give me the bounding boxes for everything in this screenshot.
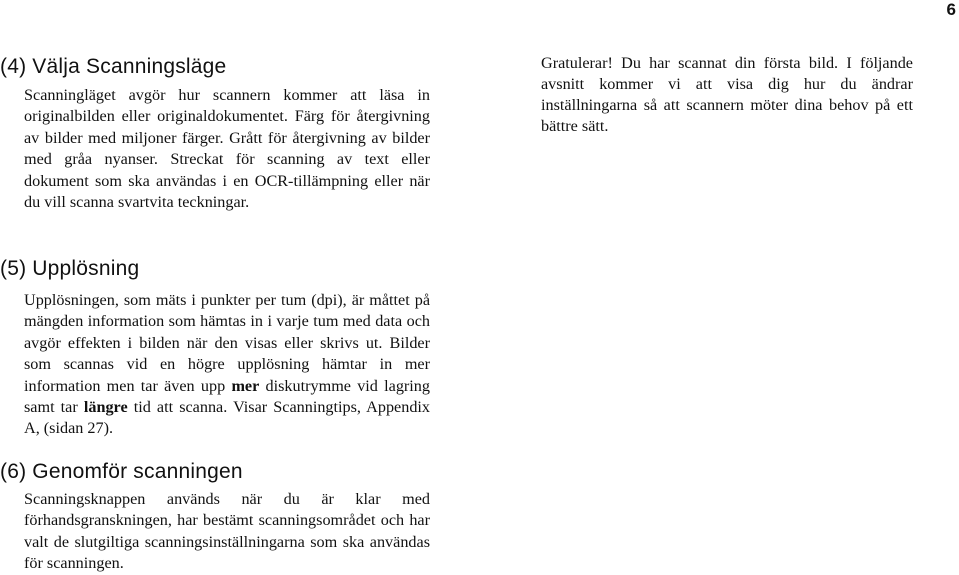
section-resolution	[0, 257, 430, 440]
section-body-resolution	[0, 290, 430, 440]
section-heading-perform-scan: (6) Genomför scanningen	[0, 460, 243, 483]
right-column	[541, 53, 913, 137]
section-heading-resolution: (5) Upplösning	[0, 257, 140, 280]
section-perform-scan	[0, 460, 430, 575]
resolution-text-part3: tid att scanna. Visar Scanningtips, Appendix A, (sidan 27).	[24, 398, 431, 438]
resolution-text-part2: diskutrymme vid lagring samt tar	[24, 376, 430, 417]
resolution-text-part1: Upplösningen, som mäts i punkter per tum (dpi), är måttet på mängden information som hämtas in i varje tum med data och avgör effekten i bilden när den visas eller skrivs ut. Bilder som scannas vid en högre upplösning hämtar in mer information men tar även upp	[24, 291, 430, 395]
section-body-perform-scan: Scanningsknappen används när du är klar med förhandsgranskningen, har bestämt scanningsområdet och har valt de slutgiltiga scanningsinställningarna som ska användas för scanningen.	[24, 490, 430, 573]
page-number: 6	[946, 0, 956, 19]
congratulations-paragraph: Gratulerar! Du har scannat din första bild. I följande avsnitt kommer vi att visa dig hur du ändrar inställningarna så att scannern möter dina behov på ett bättre sätt.	[541, 54, 913, 135]
section-body-scanning-mode: Scanningläget avgör hur scannern kommer att läsa in originalbilden eller originaldokumentet. Färg för återgivning av bilder med miljoner färger. Grått för återgivning av bilder med gråa nyanser. Streckat för scanning av text eller dokument som ska användas i en OCR-tillämpning eller när du vill scanna svartvita teckningar.	[24, 86, 430, 212]
resolution-bold-more: mer	[231, 376, 260, 395]
section-scanning-mode	[0, 55, 430, 213]
section-heading-scanning-mode: (4) Välja Scanningsläge	[0, 55, 227, 78]
resolution-bold-longer: längre	[83, 398, 128, 417]
